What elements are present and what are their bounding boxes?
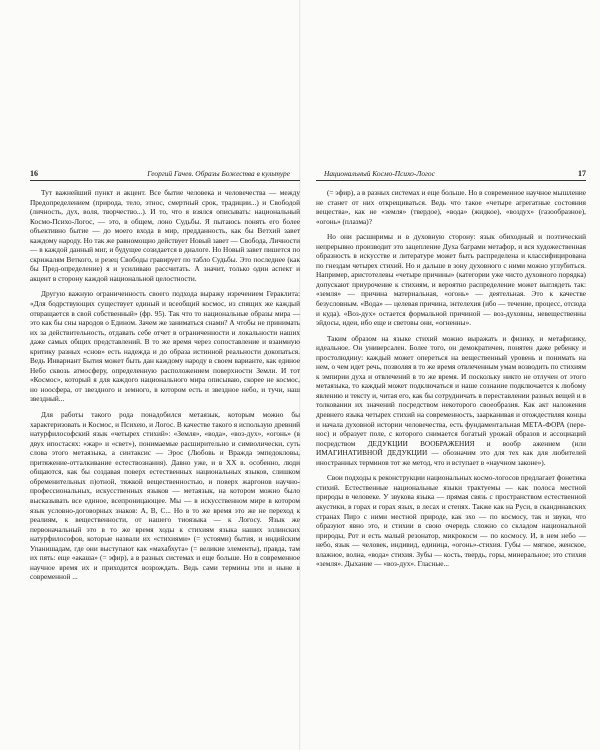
left-paragraph: Для работы такого рода понадобился метаязык, которым можно бы характеризовать и Космос, и Психею, и Логос. В качестве такого я использую древний натурфилософский язык «четырех стихий»: «Земля», «вода», «воз-дух», «огонь» (в двух ипостасях: «жар» и «свет»), понимаемые расширительно и символически, суть слова этого метаязыка, а синтаксис — Эрос (Любовь и Вражда эмпедокловы, притяжение-отталкивание естествознания). Давно уже, и в XX в. особенно, люди общаются, как бы создавая поверх естественных национальных языков, слишком обременительных п)отной, тяжкой вещественностью, и поверх жаргонов научно-профессиональных, искусственных языков — метаязык, на котором можно было высказывать все единое, всепроницающее. Мы — в искусственном мире в котором язык условно-договорных знаков: А, В, С... Но в то же время это же не переход к реалиям, к вещественности, от нашего тиоязыка — к Логосу. Язык же первоначальный это в то же время ходы к стихиям языка наших эллинских натурфилософов, которые назвали их «стихиями» (= устоями) бытия, и индийским Упанишадам, где они выступают как «махабхута» (= великие элементы), правда, там их пять: еще «акаша» (= эфир), а в разных системах и еще больше. Но в современное научное время их и приходится возрождать. Ведь сами термины эти и ныне в современной ...	[30, 410, 300, 582]
right-paragraph: Таким образом на языке стихий можно выражать и физику, и метафизику, идеальное. Он универсален. Более того, он демократичен, понятен даже ребенку и простолюдину: каждый может опереться на вещественный уровень и понимать на нем, о чем идет речь, позволяя в то же время отвлеченным умам возводить по стихиям к эмпирии духа и отвлечений в то же время. И поскольку никто не отлучен от этого метаязыка, то каждый может подключаться и наше сознание подключается к любому явлению и тексту и, читая его, как бы сотрудничать в переставлении разных вещей и в толковании их значений посредством некоторого своеобразия. Как акт наложения древнего языка четырех стихий на современность, заарканивая и отождествляя концы и начала духовной истории человечества, есть фундаментальная МЕТА-ФОРА (пере-нос) и образует поле, с которого снимается богатый урожай образов и ассоциаций посредством ДЕДУКЦИИ ВООБРАЖЕНИЯ и вообр ажением (или ИМАГИНАТИВНОЙ ДЕДУКЦИИ — обозначим это для тех как для любителей иностранных терминов тот же метод, что и вступает в «научном законе»).	[316, 333, 586, 467]
right-page-number: 17	[578, 169, 586, 178]
left-page-body	[30, 188, 300, 582]
right-paragraph: (= эфир), а в разных системах и еще больше. Но в современное научное мышление не станет от них открещиваться. Ведь что такое «четыре агрегатные состояния вещества», как не «земля» (твердое), «вода» (жидкое), «воздух» (газообразное), «огонь» (плазма)?	[316, 188, 586, 226]
right-paragraph: Но они расширимы и в духовную сторону: язык обиходный и поэтический непрерывно производит это зацепление Духа баграми метафор, и вся художественная образность в искусстве и литературе может быть распределена и классифицирована по гнездам четырех стихий. Но и дальше в зону духовного с ними можно углубиться. Например, аристотелевы «четыре причины» (категории уже чисто духовного порядка) допускают приурочение к стихиям, и вероятно распределение может выглядеть так: «земля» — причина материальная, «огонь» — деятельная. Это к качестве безусловным. «Вода» — целевая причина, энтелехия (ибо — течение, процесс, отсюда и куда). «Воз-дух» остается формальной причиной — воз-духовны, невещественны эйдосы, идеи, ибо еще и световы они, «огненны».	[316, 232, 586, 328]
right-paragraph: Свои подходы к реконструкции национальных космо-логосов предлагает фонетика стихий. Естественные национальные языки трактуемы — как полоса местной природы в человеке. У звукова языка — прямая связь с пространством естественной акустики, в горах и горах язых, в лесах и степях. Также как на Руси, в скандинавских странах Пирэ с ними местной природе, как эхо — по космосу, так и звуки, что образуют явно это, и стихии в свою очередь сложно со складом национальной природы, Рот и есть малый резонатор, микрокосм — по космосу. И, в нем небо — небо, язык — человек, индивид, единица, «огонь»-стихия. Губы — мягкое, женское, влажное, волна, «вода» стихия. Зубы — кость, твердь, горы, минеральное; это стихия «земля». Дыхание — «воз-дух». Гласные...	[316, 473, 586, 569]
right-running-title: Национальный Космо-Психо-Логос	[324, 169, 435, 178]
left-running-header	[30, 168, 300, 181]
right-running-header	[316, 168, 586, 181]
right-page	[316, 0, 586, 750]
left-paragraph: Тут важнейший пункт и акцент. Все бытие человека и человечества — между Предопределением (природа, тело, этнос, смертный срок, традиции...) и Свободой (личность, дух, воля, творчество...). И то, что я взялся описывать: национальный Космо-Психо-Логос, — это, в общем, лоно Судьбы. Я пытаюсь понять его более объективно бытие — до моего входа в мир, предданность, как бы Ветхий завет каждому народу. Но так же равномощно действует Новый завет — Свобода, Личности — в каждой данный миг, и будущее созидается в диалоге. Но Новый завет пишется по скрижалям Веткого, и резец Свободы гравирует по табло Судьбы. Это последнее (как бы Пред-определение) я и усиливаю рассчитать. А значит, только один аспект и акцент в сторону каждой национальной целостности.	[30, 188, 300, 283]
right-page-body	[316, 188, 586, 569]
left-running-title: Георгий Гачев. Образы Божества в культуре	[147, 169, 290, 178]
left-page	[30, 0, 300, 750]
left-page-number: 16	[30, 169, 38, 178]
left-paragraph: Другую важную ограниченность своего подхода выражу изречением Гераклита: «Для бодрствующих существует единый и всеобщий космос, из спящих же каждый отвращается в свой собственный» (фр. 95). Так что то национальные образы мира — это как бы сны народов о Едином. Зачем же заниматься снами? А чтобы не принимать их за действительность, отдавать себе отчет в ограниченности и локальности наших даже самых общих представлений. В то же время через сопоставление и взаимную критику разных «снов» есть надежда и до образа истинной реальности докопаться. Ведь Инвариант Бытия может быть дан каждому народу в своем варианте, как единое Небо сквозь атмосферу, определенную расположением поверхности Земли. И тот «Космос», который я для каждого национального мира описываю, скорее не космос, но ноосфера, от звездного и земного, в котором есть и звездное небо, и тучи, наш звездный...	[30, 289, 300, 404]
